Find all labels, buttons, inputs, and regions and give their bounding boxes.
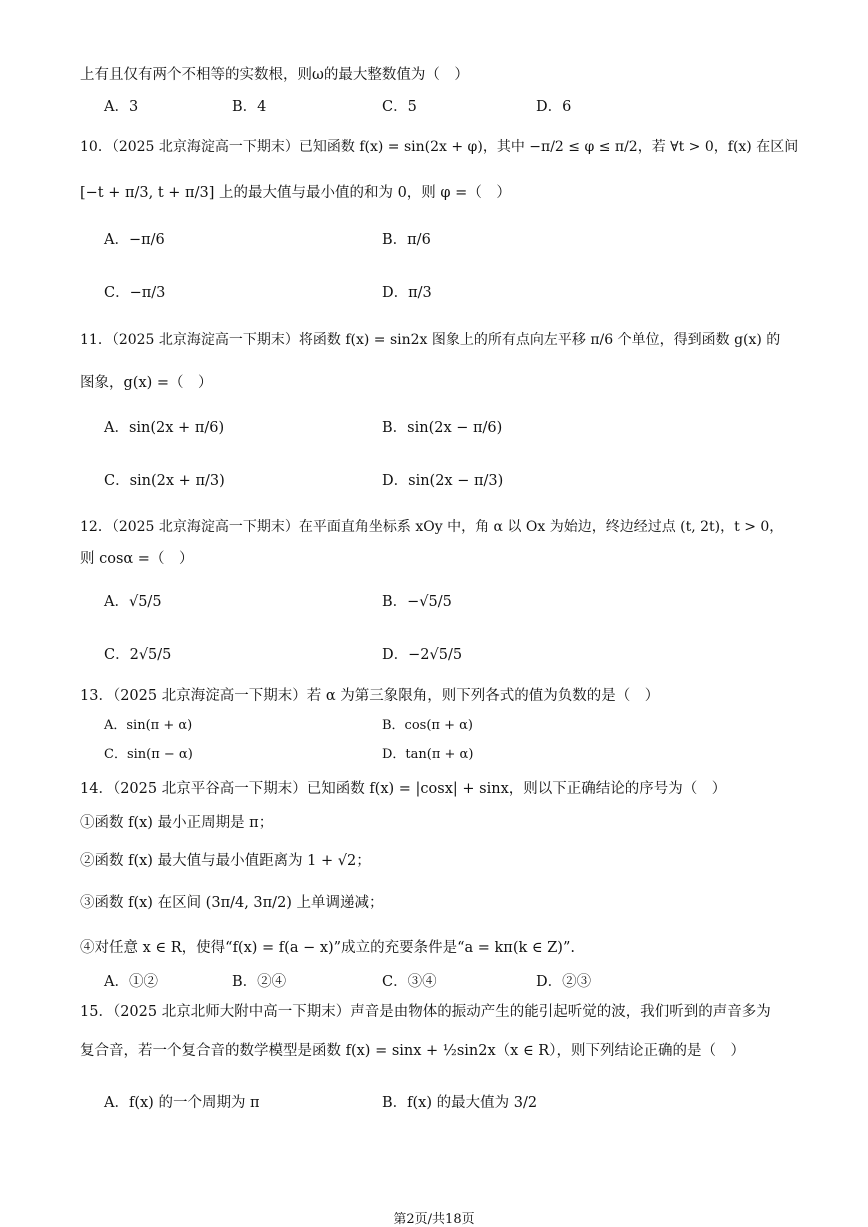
q9-option-b: B．4 [232, 99, 267, 115]
q13-option-a: A．sin(π + α) [104, 718, 193, 733]
q14-option-b: B．②④ [232, 974, 287, 990]
q14-statement-1: ①函数 f(x) 最小正周期是 π； [80, 815, 274, 831]
q14-option-d: D．②③ [536, 974, 592, 990]
q12-line2: 则 cosα =（ ） [80, 551, 194, 567]
q10-line2: [−t + π/3, t + π/3] 上的最大值与最小值的和为 0，则 φ =（ ） [80, 185, 511, 201]
q9-option-d: D．6 [536, 99, 572, 115]
q11-option-d: D．sin(2x − π/3) [382, 473, 504, 489]
q13-line1: 13．（2025 北京海淀高一下期末）若 α 为第三象限角，则下列各式的值为负数的是（ ） [80, 688, 660, 704]
q14-option-a: A．①② [104, 974, 158, 990]
q9-stem: 上有且仅有两个不相等的实数根，则ω的最大整数值为（ ） [80, 67, 469, 83]
q15-line2: 复合音，若一个复合音的数学模型是函数 f(x) = sinx + ½sin2x（x ∈ R），则下列结论正确的是（ ） [80, 1043, 745, 1059]
q14-statement-2: ②函数 f(x) 最大值与最小值距离为 1 + √2； [80, 853, 371, 869]
q10-option-c: C．−π/3 [104, 285, 166, 301]
q13-option-c: C．sin(π − α) [104, 747, 193, 762]
q15-option-b: B．f(x) 的最大值为 3/2 [382, 1095, 538, 1111]
page-number: 第2页/共18页 [393, 1212, 475, 1227]
q12-option-c: C．2√5/5 [104, 647, 172, 663]
q13-option-b: B．cos(π + α) [382, 718, 473, 733]
q14-statement-3: ③函数 f(x) 在区间 (3π/4, 3π/2) 上单调递减； [80, 895, 384, 911]
q11-option-b: B．sin(2x − π/6) [382, 420, 503, 436]
q14-line1: 14．（2025 北京平谷高一下期末）已知函数 f(x) = |cosx| + sinx，则以下正确结论的序号为（ ） [80, 781, 727, 797]
q12-option-b: B．−√5/5 [382, 594, 452, 610]
q10-line1: 10．（2025 北京海淀高一下期末）已知函数 f(x) = sin(2x + φ)，其中 −π/2 ≤ φ ≤ π/2，若 ∀t > 0，f(x) 在区间 [80, 139, 799, 155]
q10-option-d: D．π/3 [382, 285, 432, 301]
q13-option-d: D．tan(π + α) [382, 747, 474, 762]
q15-line1: 15．（2025 北京北师大附中高一下期末）声音是由物体的振动产生的能引起听觉的波，我们听到的声音多为 [80, 1004, 771, 1020]
q14-statement-4: ④对任意 x ∈ R，使得“f(x) = f(a − x)”成立的充要条件是“a = kπ(k ∈ Z)”. [80, 940, 575, 956]
q9-option-a: A．3 [104, 99, 139, 115]
q14-option-c: C．③④ [382, 974, 437, 990]
q11-line1: 11．（2025 北京海淀高一下期末）将函数 f(x) = sin2x 图象上的所有点向左平移 π/6 个单位，得到函数 g(x) 的 [80, 332, 781, 348]
q11-option-c: C．sin(2x + π/3) [104, 473, 225, 489]
q12-option-a: A．√5/5 [104, 594, 162, 610]
q12-option-d: D．−2√5/5 [382, 647, 463, 663]
q10-option-b: B．π/6 [382, 232, 431, 248]
q11-line2: 图象，g(x) =（ ） [80, 375, 213, 391]
q10-option-a: A．−π/6 [104, 232, 165, 248]
q9-option-c: C．5 [382, 99, 417, 115]
q11-option-a: A．sin(2x + π/6) [104, 420, 225, 436]
q12-line1: 12．（2025 北京海淀高一下期末）在平面直角坐标系 xOy 中，角 α 以 Ox 为始边，终边经过点 (t, 2t)，t > 0， [80, 519, 784, 535]
q15-option-a: A．f(x) 的一个周期为 π [104, 1095, 260, 1111]
